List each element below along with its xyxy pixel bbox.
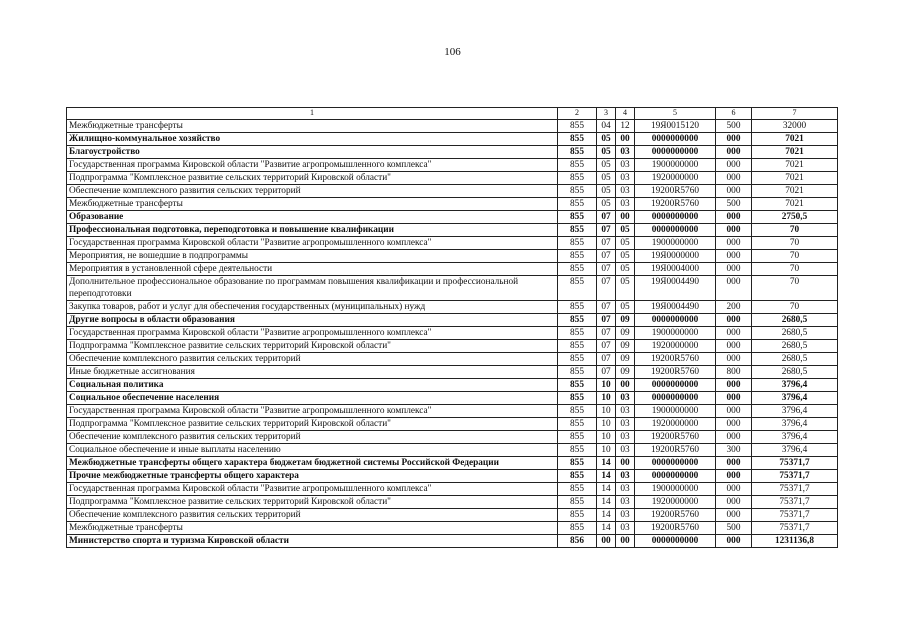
row-ministry-code: 855 — [558, 198, 597, 211]
row-subsection: 05 — [616, 224, 635, 237]
row-section: 10 — [597, 418, 616, 431]
row-target-article: 19Я0004490 — [635, 276, 716, 301]
row-ministry-code: 855 — [558, 379, 597, 392]
row-target-article: 19Я0004000 — [635, 263, 716, 276]
row-amount: 3796,4 — [752, 418, 838, 431]
row-expense-type: 000 — [716, 159, 752, 172]
row-subsection: 00 — [616, 457, 635, 470]
table-row — [67, 509, 838, 522]
row-expense-type: 000 — [716, 353, 752, 366]
table-row — [67, 198, 838, 211]
row-name: Государственная программа Кировской области "Развитие агропромышленного комплекса" — [67, 405, 558, 418]
row-amount: 70 — [752, 263, 838, 276]
row-section: 05 — [597, 159, 616, 172]
row-ministry-code: 855 — [558, 418, 597, 431]
row-ministry-code: 855 — [558, 392, 597, 405]
table-row — [67, 340, 838, 353]
row-ministry-code: 856 — [558, 535, 597, 548]
table-row — [67, 522, 838, 535]
row-amount: 75371,7 — [752, 496, 838, 509]
row-expense-type: 000 — [716, 535, 752, 548]
row-amount: 7021 — [752, 146, 838, 159]
row-amount: 70 — [752, 276, 838, 301]
row-ministry-code: 855 — [558, 340, 597, 353]
header-col-5: 5 — [635, 108, 716, 120]
row-amount: 75371,7 — [752, 470, 838, 483]
row-section: 14 — [597, 470, 616, 483]
row-ministry-code: 855 — [558, 224, 597, 237]
row-name: Социальное обеспечение населения — [67, 392, 558, 405]
row-expense-type: 800 — [716, 366, 752, 379]
row-amount: 2680,5 — [752, 314, 838, 327]
table-row — [67, 353, 838, 366]
row-name: Обеспечение комплексного развития сельских территорий — [67, 185, 558, 198]
row-name: Мероприятия в установленной сфере деятельности — [67, 263, 558, 276]
table-row — [67, 470, 838, 483]
row-ministry-code: 855 — [558, 237, 597, 250]
row-target-article: 19200R5760 — [635, 522, 716, 535]
row-name: Социальная политика — [67, 379, 558, 392]
row-subsection: 03 — [616, 146, 635, 159]
row-expense-type: 000 — [716, 172, 752, 185]
row-ministry-code: 855 — [558, 120, 597, 133]
row-subsection: 03 — [616, 522, 635, 535]
table-row — [67, 224, 838, 237]
row-ministry-code: 855 — [558, 172, 597, 185]
row-ministry-code: 855 — [558, 314, 597, 327]
row-ministry-code: 855 — [558, 185, 597, 198]
row-subsection: 00 — [616, 133, 635, 146]
row-target-article: 0000000000 — [635, 133, 716, 146]
row-section: 10 — [597, 431, 616, 444]
row-amount: 75371,7 — [752, 483, 838, 496]
table-row — [67, 405, 838, 418]
header-col-3: 3 — [597, 108, 616, 120]
row-section: 07 — [597, 250, 616, 263]
row-expense-type: 000 — [716, 405, 752, 418]
row-ministry-code: 855 — [558, 483, 597, 496]
table-row — [67, 327, 838, 340]
row-target-article: 19200R5760 — [635, 366, 716, 379]
table-row — [67, 120, 838, 133]
budget-table — [66, 107, 838, 548]
row-section: 00 — [597, 535, 616, 548]
row-subsection: 05 — [616, 250, 635, 263]
row-subsection: 03 — [616, 185, 635, 198]
row-section: 07 — [597, 301, 616, 314]
row-amount: 2680,5 — [752, 340, 838, 353]
row-name: Государственная программа Кировской области "Развитие агропромышленного комплекса" — [67, 327, 558, 340]
row-target-article: 19200R5760 — [635, 509, 716, 522]
row-section: 07 — [597, 340, 616, 353]
row-name: Министерство спорта и туризма Кировской области — [67, 535, 558, 548]
row-subsection: 09 — [616, 340, 635, 353]
table-row — [67, 483, 838, 496]
row-amount: 2680,5 — [752, 353, 838, 366]
row-section: 10 — [597, 379, 616, 392]
row-section: 07 — [597, 211, 616, 224]
table-row — [67, 133, 838, 146]
row-amount: 70 — [752, 224, 838, 237]
row-expense-type: 300 — [716, 444, 752, 457]
row-subsection: 03 — [616, 431, 635, 444]
row-name: Межбюджетные трансферты — [67, 522, 558, 535]
row-target-article: 19200R5760 — [635, 444, 716, 457]
row-expense-type: 200 — [716, 301, 752, 314]
row-amount: 3796,4 — [752, 392, 838, 405]
row-subsection: 03 — [616, 405, 635, 418]
row-expense-type: 000 — [716, 457, 752, 470]
table-row — [67, 418, 838, 431]
row-ministry-code: 855 — [558, 496, 597, 509]
row-subsection: 05 — [616, 276, 635, 301]
row-target-article: 19200R5760 — [635, 353, 716, 366]
row-expense-type: 000 — [716, 211, 752, 224]
row-section: 14 — [597, 522, 616, 535]
table-row — [67, 250, 838, 263]
row-amount: 3796,4 — [752, 405, 838, 418]
row-ministry-code: 855 — [558, 159, 597, 172]
row-target-article: 19Я0004490 — [635, 301, 716, 314]
row-ministry-code: 855 — [558, 444, 597, 457]
row-section: 07 — [597, 237, 616, 250]
row-target-article: 1920000000 — [635, 340, 716, 353]
row-ministry-code: 855 — [558, 301, 597, 314]
row-amount: 3796,4 — [752, 379, 838, 392]
row-amount: 2680,5 — [752, 366, 838, 379]
row-section: 07 — [597, 327, 616, 340]
table-row — [67, 444, 838, 457]
row-expense-type: 000 — [716, 314, 752, 327]
row-name: Социальное обеспечение и иные выплаты населению — [67, 444, 558, 457]
row-name: Межбюджетные трансферты — [67, 120, 558, 133]
row-name: Обеспечение комплексного развития сельских территорий — [67, 509, 558, 522]
row-amount: 1231136,8 — [752, 535, 838, 548]
row-amount: 7021 — [752, 133, 838, 146]
row-subsection: 09 — [616, 327, 635, 340]
row-name: Закупка товаров, работ и услуг для обеспечения государственных (муниципальных) нужд — [67, 301, 558, 314]
row-target-article: 1920000000 — [635, 172, 716, 185]
row-section: 05 — [597, 198, 616, 211]
row-target-article: 0000000000 — [635, 535, 716, 548]
row-target-article: 19200R5760 — [635, 185, 716, 198]
row-ministry-code: 855 — [558, 509, 597, 522]
row-subsection: 03 — [616, 483, 635, 496]
row-expense-type: 000 — [716, 509, 752, 522]
row-name: Межбюджетные трансферты общего характера бюджетам бюджетной системы Российской Федерации — [67, 457, 558, 470]
row-subsection: 03 — [616, 509, 635, 522]
row-subsection: 00 — [616, 379, 635, 392]
row-ministry-code: 855 — [558, 263, 597, 276]
row-subsection: 00 — [616, 211, 635, 224]
row-section: 05 — [597, 172, 616, 185]
table-row — [67, 457, 838, 470]
row-section: 07 — [597, 366, 616, 379]
row-target-article: 1920000000 — [635, 418, 716, 431]
row-name: Обеспечение комплексного развития сельских территорий — [67, 353, 558, 366]
row-section: 10 — [597, 405, 616, 418]
row-name: Образование — [67, 211, 558, 224]
row-section: 04 — [597, 120, 616, 133]
table-row — [67, 496, 838, 509]
table-row — [67, 159, 838, 172]
row-name: Государственная программа Кировской области "Развитие агропромышленного комплекса" — [67, 483, 558, 496]
row-amount: 2750,5 — [752, 211, 838, 224]
row-amount: 7021 — [752, 185, 838, 198]
table-row — [67, 237, 838, 250]
row-name: Благоустройство — [67, 146, 558, 159]
row-amount: 7021 — [752, 198, 838, 211]
row-ministry-code: 855 — [558, 353, 597, 366]
table-row — [67, 392, 838, 405]
row-expense-type: 500 — [716, 120, 752, 133]
row-subsection: 09 — [616, 314, 635, 327]
row-target-article: 19200R5760 — [635, 431, 716, 444]
row-expense-type: 000 — [716, 418, 752, 431]
row-amount: 70 — [752, 301, 838, 314]
row-amount: 75371,7 — [752, 522, 838, 535]
row-ministry-code: 855 — [558, 405, 597, 418]
row-target-article: 1900000000 — [635, 237, 716, 250]
row-amount: 32000 — [752, 120, 838, 133]
row-expense-type: 000 — [716, 250, 752, 263]
row-name: Иные бюджетные ассигнования — [67, 366, 558, 379]
row-ministry-code: 855 — [558, 457, 597, 470]
row-expense-type: 000 — [716, 496, 752, 509]
row-section: 05 — [597, 133, 616, 146]
row-expense-type: 000 — [716, 263, 752, 276]
row-expense-type: 000 — [716, 392, 752, 405]
row-name: Прочие межбюджетные трансферты общего характера — [67, 470, 558, 483]
row-name: Государственная программа Кировской области "Развитие агропромышленного комплекса" — [67, 237, 558, 250]
row-target-article: 0000000000 — [635, 392, 716, 405]
row-section: 14 — [597, 457, 616, 470]
row-ministry-code: 855 — [558, 431, 597, 444]
row-expense-type: 000 — [716, 237, 752, 250]
row-target-article: 0000000000 — [635, 379, 716, 392]
row-target-article: 19Я0000000 — [635, 250, 716, 263]
row-name: Подпрограмма "Комплексное развитие сельских территорий Кировской области" — [67, 418, 558, 431]
row-amount: 70 — [752, 250, 838, 263]
table-row — [67, 431, 838, 444]
row-target-article: 0000000000 — [635, 314, 716, 327]
row-name: Подпрограмма "Комплексное развитие сельских территорий Кировской области" — [67, 340, 558, 353]
row-amount: 7021 — [752, 172, 838, 185]
row-section: 14 — [597, 496, 616, 509]
row-section: 05 — [597, 146, 616, 159]
row-name: Межбюджетные трансферты — [67, 198, 558, 211]
row-subsection: 05 — [616, 301, 635, 314]
table-row — [67, 185, 838, 198]
row-target-article: 0000000000 — [635, 457, 716, 470]
row-name: Обеспечение комплексного развития сельских территорий — [67, 431, 558, 444]
row-ministry-code: 855 — [558, 276, 597, 301]
row-amount: 75371,7 — [752, 457, 838, 470]
row-subsection: 12 — [616, 120, 635, 133]
page-number: 106 — [444, 46, 461, 58]
row-name: Жилищно-коммунальное хозяйство — [67, 133, 558, 146]
row-target-article: 19Я0015120 — [635, 120, 716, 133]
row-expense-type: 000 — [716, 185, 752, 198]
table-row — [67, 535, 838, 548]
table-row — [67, 211, 838, 224]
table-header-row — [67, 108, 838, 120]
row-subsection: 00 — [616, 535, 635, 548]
row-expense-type: 000 — [716, 276, 752, 301]
row-expense-type: 000 — [716, 431, 752, 444]
header-col-2: 2 — [558, 108, 597, 120]
row-target-article: 1900000000 — [635, 327, 716, 340]
row-subsection: 03 — [616, 198, 635, 211]
row-target-article: 1920000000 — [635, 496, 716, 509]
row-expense-type: 000 — [716, 146, 752, 159]
row-ministry-code: 855 — [558, 133, 597, 146]
header-col-4: 4 — [616, 108, 635, 120]
row-target-article: 0000000000 — [635, 224, 716, 237]
row-target-article: 0000000000 — [635, 211, 716, 224]
row-section: 05 — [597, 185, 616, 198]
row-name: Профессиональная подготовка, переподготовка и повышение квалификации — [67, 224, 558, 237]
row-expense-type: 000 — [716, 470, 752, 483]
table-row — [67, 366, 838, 379]
table-row — [67, 276, 838, 301]
row-name: Подпрограмма "Комплексное развитие сельских территорий Кировской области" — [67, 496, 558, 509]
row-section: 10 — [597, 392, 616, 405]
row-expense-type: 000 — [716, 133, 752, 146]
row-subsection: 03 — [616, 496, 635, 509]
row-ministry-code: 855 — [558, 470, 597, 483]
row-target-article: 1900000000 — [635, 483, 716, 496]
row-subsection: 03 — [616, 172, 635, 185]
row-ministry-code: 855 — [558, 366, 597, 379]
row-ministry-code: 855 — [558, 327, 597, 340]
row-target-article: 1900000000 — [635, 405, 716, 418]
row-ministry-code: 855 — [558, 522, 597, 535]
row-amount: 2680,5 — [752, 327, 838, 340]
header-col-1: 1 — [67, 108, 558, 120]
row-section: 07 — [597, 263, 616, 276]
row-subsection: 03 — [616, 392, 635, 405]
row-section: 07 — [597, 314, 616, 327]
header-col-6: 6 — [716, 108, 752, 120]
row-target-article: 0000000000 — [635, 146, 716, 159]
row-subsection: 05 — [616, 263, 635, 276]
row-subsection: 03 — [616, 470, 635, 483]
row-expense-type: 500 — [716, 198, 752, 211]
table-row — [67, 172, 838, 185]
row-name: Мероприятия, не вошедшие в подпрограммы — [67, 250, 558, 263]
row-name: Другие вопросы в области образования — [67, 314, 558, 327]
row-ministry-code: 855 — [558, 250, 597, 263]
row-ministry-code: 855 — [558, 146, 597, 159]
row-amount: 3796,4 — [752, 444, 838, 457]
row-section: 07 — [597, 224, 616, 237]
row-expense-type: 000 — [716, 327, 752, 340]
row-expense-type: 000 — [716, 340, 752, 353]
table-row — [67, 379, 838, 392]
row-amount: 70 — [752, 237, 838, 250]
table-body — [67, 120, 838, 548]
row-amount: 75371,7 — [752, 509, 838, 522]
row-expense-type: 000 — [716, 224, 752, 237]
table-row — [67, 146, 838, 159]
row-ministry-code: 855 — [558, 211, 597, 224]
row-subsection: 03 — [616, 444, 635, 457]
row-target-article: 19200R5760 — [635, 198, 716, 211]
row-section: 10 — [597, 444, 616, 457]
row-expense-type: 000 — [716, 483, 752, 496]
row-name: Государственная программа Кировской области "Развитие агропромышленного комплекса" — [67, 159, 558, 172]
row-section: 07 — [597, 353, 616, 366]
row-amount: 3796,4 — [752, 431, 838, 444]
row-expense-type: 000 — [716, 379, 752, 392]
row-section: 14 — [597, 483, 616, 496]
row-subsection: 03 — [616, 159, 635, 172]
header-col-7: 7 — [752, 108, 838, 120]
table-row — [67, 301, 838, 314]
row-name: Подпрограмма "Комплексное развитие сельских территорий Кировской области" — [67, 172, 558, 185]
row-expense-type: 500 — [716, 522, 752, 535]
row-target-article: 1900000000 — [635, 159, 716, 172]
row-subsection: 09 — [616, 353, 635, 366]
row-target-article: 0000000000 — [635, 470, 716, 483]
row-amount: 7021 — [752, 159, 838, 172]
row-section: 07 — [597, 276, 616, 301]
table-row — [67, 314, 838, 327]
row-subsection: 03 — [616, 418, 635, 431]
table-row — [67, 263, 838, 276]
row-section: 14 — [597, 509, 616, 522]
row-name: Дополнительное профессиональное образование по программам повышения квалификации и профессиональной переподготовки — [67, 276, 558, 301]
row-subsection: 05 — [616, 237, 635, 250]
row-subsection: 09 — [616, 366, 635, 379]
